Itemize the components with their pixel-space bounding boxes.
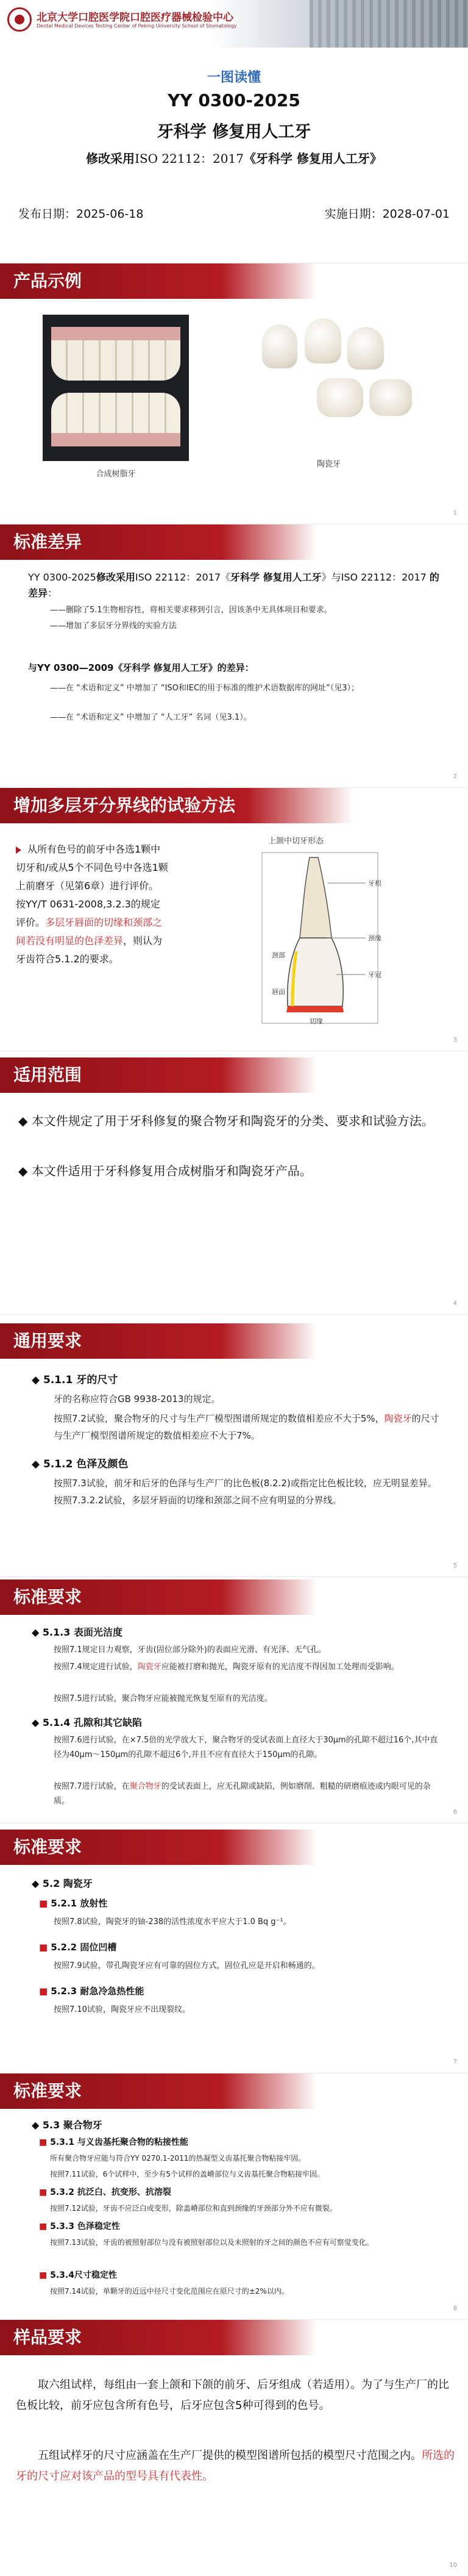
req-531-p2: 按照7.11试验，6个试样中，至少有5个试样的盖嵴部位与义齿基托聚合物粘接牢固。 [50, 2170, 324, 2178]
req-53-title: 5.3 聚合物牙 [42, 2119, 102, 2131]
logo-en: Dental Medical Devices Testing Center of Peking University School of Stomatology [37, 23, 237, 29]
cover-badge: 一图读懂 [207, 70, 261, 85]
slide-multilayer-method [0, 788, 468, 1051]
impl-date [325, 205, 450, 221]
diff-2009-title: 与YY 0300—2009《牙科学 修复用人工牙》的差异 [28, 662, 245, 673]
figure-label-incisal: 切缘 [310, 1017, 323, 1025]
adopt-title: 《牙科学 修复用人工牙》 [243, 151, 382, 166]
req-532-p: 按照7.12试验，牙齿不应泛白或变形，除盖嵴部位和直到颈缘的牙颈部分外不应有微裂。 [50, 2204, 337, 2213]
req-512-p: 按照7.3试验，前牙和后牙的色泽与生产厂的比色板(8.2.2)或指定比色板比较，应无明显差异。按照7.3.2.2试验，多层牙唇面的切缘和颈部之间不应有明显的分界线。 [54, 1478, 437, 1506]
method-text [16, 840, 168, 968]
figure-label-neck: 颈缘 [368, 934, 381, 942]
section-title: 标准要求 [13, 1587, 82, 1607]
req-513-p2 [54, 1660, 444, 1675]
scope-text-1: 本文件规定了用于牙科修复的聚合物牙和陶瓷牙的分类、要求和试验方法。 [31, 1114, 434, 1128]
slide-sample-requirements [0, 2320, 468, 2576]
incisal-edge-highlight [286, 1006, 344, 1012]
std-title: 牙科学 修复用人工牙 [157, 123, 311, 141]
req-534-p: 按照7.14试验，单颗牙的近远中径尺寸变化范围应在原尺寸的±2%以内。 [50, 2287, 289, 2295]
req-513-p2a: 按照7.4规定进行试验， [54, 1662, 138, 1672]
req-511-p2a: 按照7.2试验，聚合物牙的尺寸与生产厂模型图谱所规定的数值相差应不大于5%， [54, 1413, 385, 1424]
diff-iso: ISO 22112：2017《 [135, 571, 231, 583]
scope-text-2: 本文件适用于牙科修复用合成树脂牙和陶瓷牙产品。 [31, 1164, 312, 1178]
diff-item-4: ——在 “术语和定义” 中增加了 “人工牙” 名词（见3.1）。 [50, 713, 252, 722]
req-531-title: 5.3.1 与义齿基托聚合物的粘接性能 [50, 2138, 188, 2147]
pku-logo-icon [7, 7, 32, 32]
figure-label-root: 牙根 [368, 879, 381, 887]
std-number: YY 0300-2025 [168, 90, 300, 110]
req-514-heading [32, 1715, 142, 1729]
page-number: 3 [453, 1037, 457, 1043]
slide-scope [0, 1051, 468, 1315]
bullet-icon: ■ [39, 2138, 51, 2147]
req-533-heading [39, 2220, 120, 2232]
req-532-heading [39, 2186, 171, 2198]
diff-iso-heading [28, 570, 442, 601]
diamond-bullet-icon: ◆ [32, 2119, 43, 2131]
section-header [0, 1830, 317, 1865]
req-522-p: 按照7.9试验，带孔陶瓷牙应有可靠的固位方式，固位孔应是开启和畅通的。 [54, 1961, 320, 1970]
sample-p2-highlight: 所选的牙的尺寸应对该产品的型号具有代表性。 [16, 2449, 455, 2483]
req-522-heading [39, 1941, 116, 1953]
bullet-icon: ■ [39, 2222, 51, 2231]
section-header [0, 263, 317, 299]
req-533-title: 5.3.3 色泽稳定性 [50, 2222, 120, 2231]
figure-label-cervical: 颈部 [272, 951, 285, 959]
req-531-p1: 所有聚合物牙应能与符合YY 0270.1-2011的热凝型义齿基托聚合物粘接牢固。 [50, 2154, 306, 2163]
resin-teeth-image [43, 315, 189, 461]
logo-cn: 北京大学口腔医学院口腔医疗器械检验中心 [37, 12, 233, 24]
req-514-p2c: 的受试表面上，应无孔隙或缺陷，例如磨削、粗糙的研磨痕迹或内眼可见的杂质。 [54, 1782, 431, 1806]
bullet-icon: ■ [39, 2188, 51, 2197]
req-514-polymer: 聚合物牙 [129, 1782, 161, 1791]
req-523-title: 5.2.3 耐急冷急热性能 [51, 1986, 144, 1997]
section-title: 产品示例 [13, 271, 82, 291]
req-534-heading [39, 2269, 117, 2281]
page-number: 4 [453, 1300, 457, 1307]
section-header [0, 1580, 317, 1615]
req-521-p: 按照7.8试验，陶瓷牙的铀-238的活性浓度水平应大于1.0 Bq g⁻¹。 [54, 1917, 291, 1927]
section-title: 标准要求 [13, 2081, 82, 2101]
ceramic-teeth-image [250, 306, 433, 440]
req-531-heading [39, 2136, 188, 2148]
section-header [0, 2073, 317, 2109]
req-513-p1: 按照7.1规定目力观察，牙齿(固位部分除外)的表面应光滑、有光泽、无气孔。 [54, 1645, 326, 1655]
diff-2009-colon: ： [244, 662, 254, 673]
diff-item-2: ——增加了多层牙分界线的实验方法 [50, 621, 177, 631]
req-511-p2 [54, 1410, 444, 1444]
diff-item-1: ——删除了5.1生物相容性，将相关要求移到引言，因该条中无具体项目和要求。 [50, 606, 332, 615]
slide-standard-differences [0, 524, 468, 788]
sample-p2 [16, 2445, 455, 2487]
impl-label: 实施日期： [324, 207, 383, 221]
release-date [18, 205, 143, 221]
req-514-title: 5.1.4 孔隙和其它缺陷 [42, 1717, 143, 1728]
page-number: 6 [453, 1809, 457, 1816]
req-534-title: 5.3.4尺寸稳定性 [50, 2270, 117, 2280]
req-511-p1: 牙的名称应符合GB 9938-2013的规定。 [54, 1394, 221, 1404]
diff-std-no: YY 0300-2025 [28, 571, 96, 583]
req-522-title: 5.2.2 固位凹槽 [51, 1942, 117, 1953]
figure-label-labial: 唇面 [272, 988, 285, 996]
req-52-heading [32, 1876, 93, 1890]
req-512-heading [32, 1455, 128, 1470]
req-521-title: 5.2.1 放射性 [51, 1898, 108, 1909]
slide-product-examples [0, 263, 468, 524]
ceramic-caption: 陶瓷牙 [317, 460, 341, 469]
resin-caption: 合成树脂牙 [96, 470, 136, 479]
slide-requirements-1 [0, 1577, 468, 1823]
req-523-p: 按照7.10试验，陶瓷牙应不出现裂纹。 [54, 2005, 190, 2014]
method-highlight: 多层牙唇面的切缘和颈部之间若没有明显的色泽差异 [16, 917, 163, 946]
cover-slide [0, 0, 468, 263]
section-header [0, 2320, 317, 2355]
figure-title: 上颌中切牙形态 [268, 837, 324, 846]
slide-general-requirements [0, 1315, 468, 1577]
bullet-icon: ■ [39, 1898, 51, 1909]
req-511-ceramic: 陶瓷牙 [384, 1413, 412, 1424]
release-value: 2025-06-18 [76, 207, 144, 221]
slide-requirements-2 [0, 1823, 468, 2073]
building-decoration [310, 0, 468, 48]
req-513-p3: 按照7.5进行试验，聚合物牙应能被抛光恢复至原有的光洁度。 [54, 1694, 272, 1703]
req-532-title: 5.3.2 抗泛白、抗变形、抗溶裂 [50, 2188, 171, 2197]
method-p2: ，则认为牙齿符合5.1.2的要求。 [16, 935, 163, 965]
sample-p1: 取六组试样，每组由一套上颌和下颌的前牙、后牙组成（若适用）。为了与生产厂的比色板比较，前牙应包含所有色号，后牙应包含5种可得到的色号。 [16, 2378, 449, 2412]
req-53-heading [32, 2117, 102, 2131]
req-514-p1: 按照7.6进行试验，在×7.5倍的光学放大下，聚合物牙的受试表面上直径大于30μm的孔隙不超过16个,其中直径为40μm～150μm的孔隙不超过6个,并且不应有直径大于150μm的孔隙。 [54, 1736, 438, 1759]
diff-adopt: 修改采用 [96, 571, 135, 583]
incisor-figure [183, 834, 451, 1036]
incisor-crown [288, 938, 344, 1006]
bullet-icon [16, 846, 21, 854]
diff-colon: ： [48, 587, 58, 599]
req-513-title: 5.1.3 表面光洁度 [42, 1626, 123, 1638]
page-number: 1 [453, 510, 457, 517]
impl-value: 2028-07-01 [382, 207, 450, 221]
req-512-title: 5.1.2 色泽及颜色 [43, 1458, 129, 1470]
section-title: 标准要求 [13, 1837, 82, 1857]
diamond-bullet-icon: ◆ [32, 1717, 43, 1728]
adopt-prefix: 修改采用 [86, 151, 135, 166]
bullet-icon: ■ [39, 1986, 51, 1997]
req-513-heading [32, 1625, 122, 1639]
figure-label-crown: 牙冠 [368, 971, 381, 979]
req-533-p: 按照7.13试验，牙齿的被照射部位与没有被照射部位以及未照射的牙之间的颜色不应有可察觉变化。 [50, 2238, 374, 2247]
scope-item-2 [18, 1160, 445, 1182]
req-523-heading [39, 1984, 144, 1997]
section-header [0, 1323, 317, 1359]
req-52-title: 5.2 陶瓷牙 [42, 1878, 93, 1889]
slide-requirements-3 [0, 2073, 468, 2320]
req-511-title: 5.1.1 牙的尺寸 [43, 1374, 118, 1386]
page-number: 5 [453, 1562, 457, 1569]
adopt-line [0, 149, 468, 166]
method-p1: 从所有色号的前牙中各选1颗中切牙和/或从5个不同色号中各选1颗上前磨牙（见第6章）进行评价。按YY/T 0631-2008,3.2.3的规定评价。 [16, 843, 168, 928]
page-number: 10 [449, 2562, 457, 2569]
section-title: 通用要求 [13, 1331, 82, 1351]
diff-label: 的差异 [28, 571, 439, 599]
section-title: 增加多层牙分界线的试验方法 [13, 795, 236, 815]
page-number: 2 [453, 773, 457, 780]
section-title: 适用范围 [13, 1065, 82, 1085]
diamond-bullet-icon: ◆ [32, 1374, 43, 1386]
diamond-bullet-icon: ◆ [32, 1458, 43, 1470]
diff-2009-heading [28, 660, 442, 676]
section-title: 样品要求 [13, 2327, 82, 2347]
adopt-iso: ISO 22112：2017 [135, 151, 244, 166]
req-511-p2c: 的尺寸与生产厂模型图谱所规定的数值相差应不大于7%。 [54, 1413, 439, 1441]
sample-p2a: 五组试样牙的尺寸应涵盖在生产厂提供的模型图谱所包括的模型尺寸范围之内。 [38, 2449, 422, 2462]
req-514-p2a: 按照7.7进行试验，在 [54, 1782, 130, 1791]
section-header [0, 1057, 317, 1093]
section-header [0, 788, 353, 823]
req-511-heading [32, 1371, 118, 1386]
bullet-icon: ■ [39, 1942, 51, 1953]
diamond-bullet-icon: ◆ [32, 1878, 43, 1889]
release-label: 发布日期： [18, 207, 77, 221]
req-513-ceramic: 陶瓷牙 [137, 1662, 161, 1672]
page-number: 8 [453, 2305, 457, 2312]
req-513-p2c: 应能被打磨和抛光，陶瓷牙原有的光洁度不得因加工处理而受影响。 [161, 1662, 399, 1672]
page-number: 7 [453, 2059, 457, 2066]
cover-banner [0, 0, 468, 48]
section-header [0, 524, 317, 560]
bullet-icon: ■ [39, 2270, 51, 2280]
diamond-bullet-icon: ◆ [18, 1114, 32, 1128]
section-title: 标准差异 [13, 532, 82, 552]
diamond-bullet-icon: ◆ [32, 1626, 43, 1638]
diff-iso-2: 》与ISO 22112：2017 [321, 571, 430, 583]
incisor-diagram [183, 846, 451, 1036]
req-521-heading [39, 1897, 107, 1909]
scope-item-1 [18, 1110, 445, 1132]
diamond-bullet-icon: ◆ [18, 1164, 32, 1178]
diff-iso-title: 牙科学 修复用人工牙 [230, 571, 322, 583]
diff-item-3: ——在 “术语和定义” 中增加了 “ISO和IEC的用于标准的维护术语数据库的网址”（见3）； [50, 684, 360, 693]
req-514-p2 [54, 1780, 444, 1809]
